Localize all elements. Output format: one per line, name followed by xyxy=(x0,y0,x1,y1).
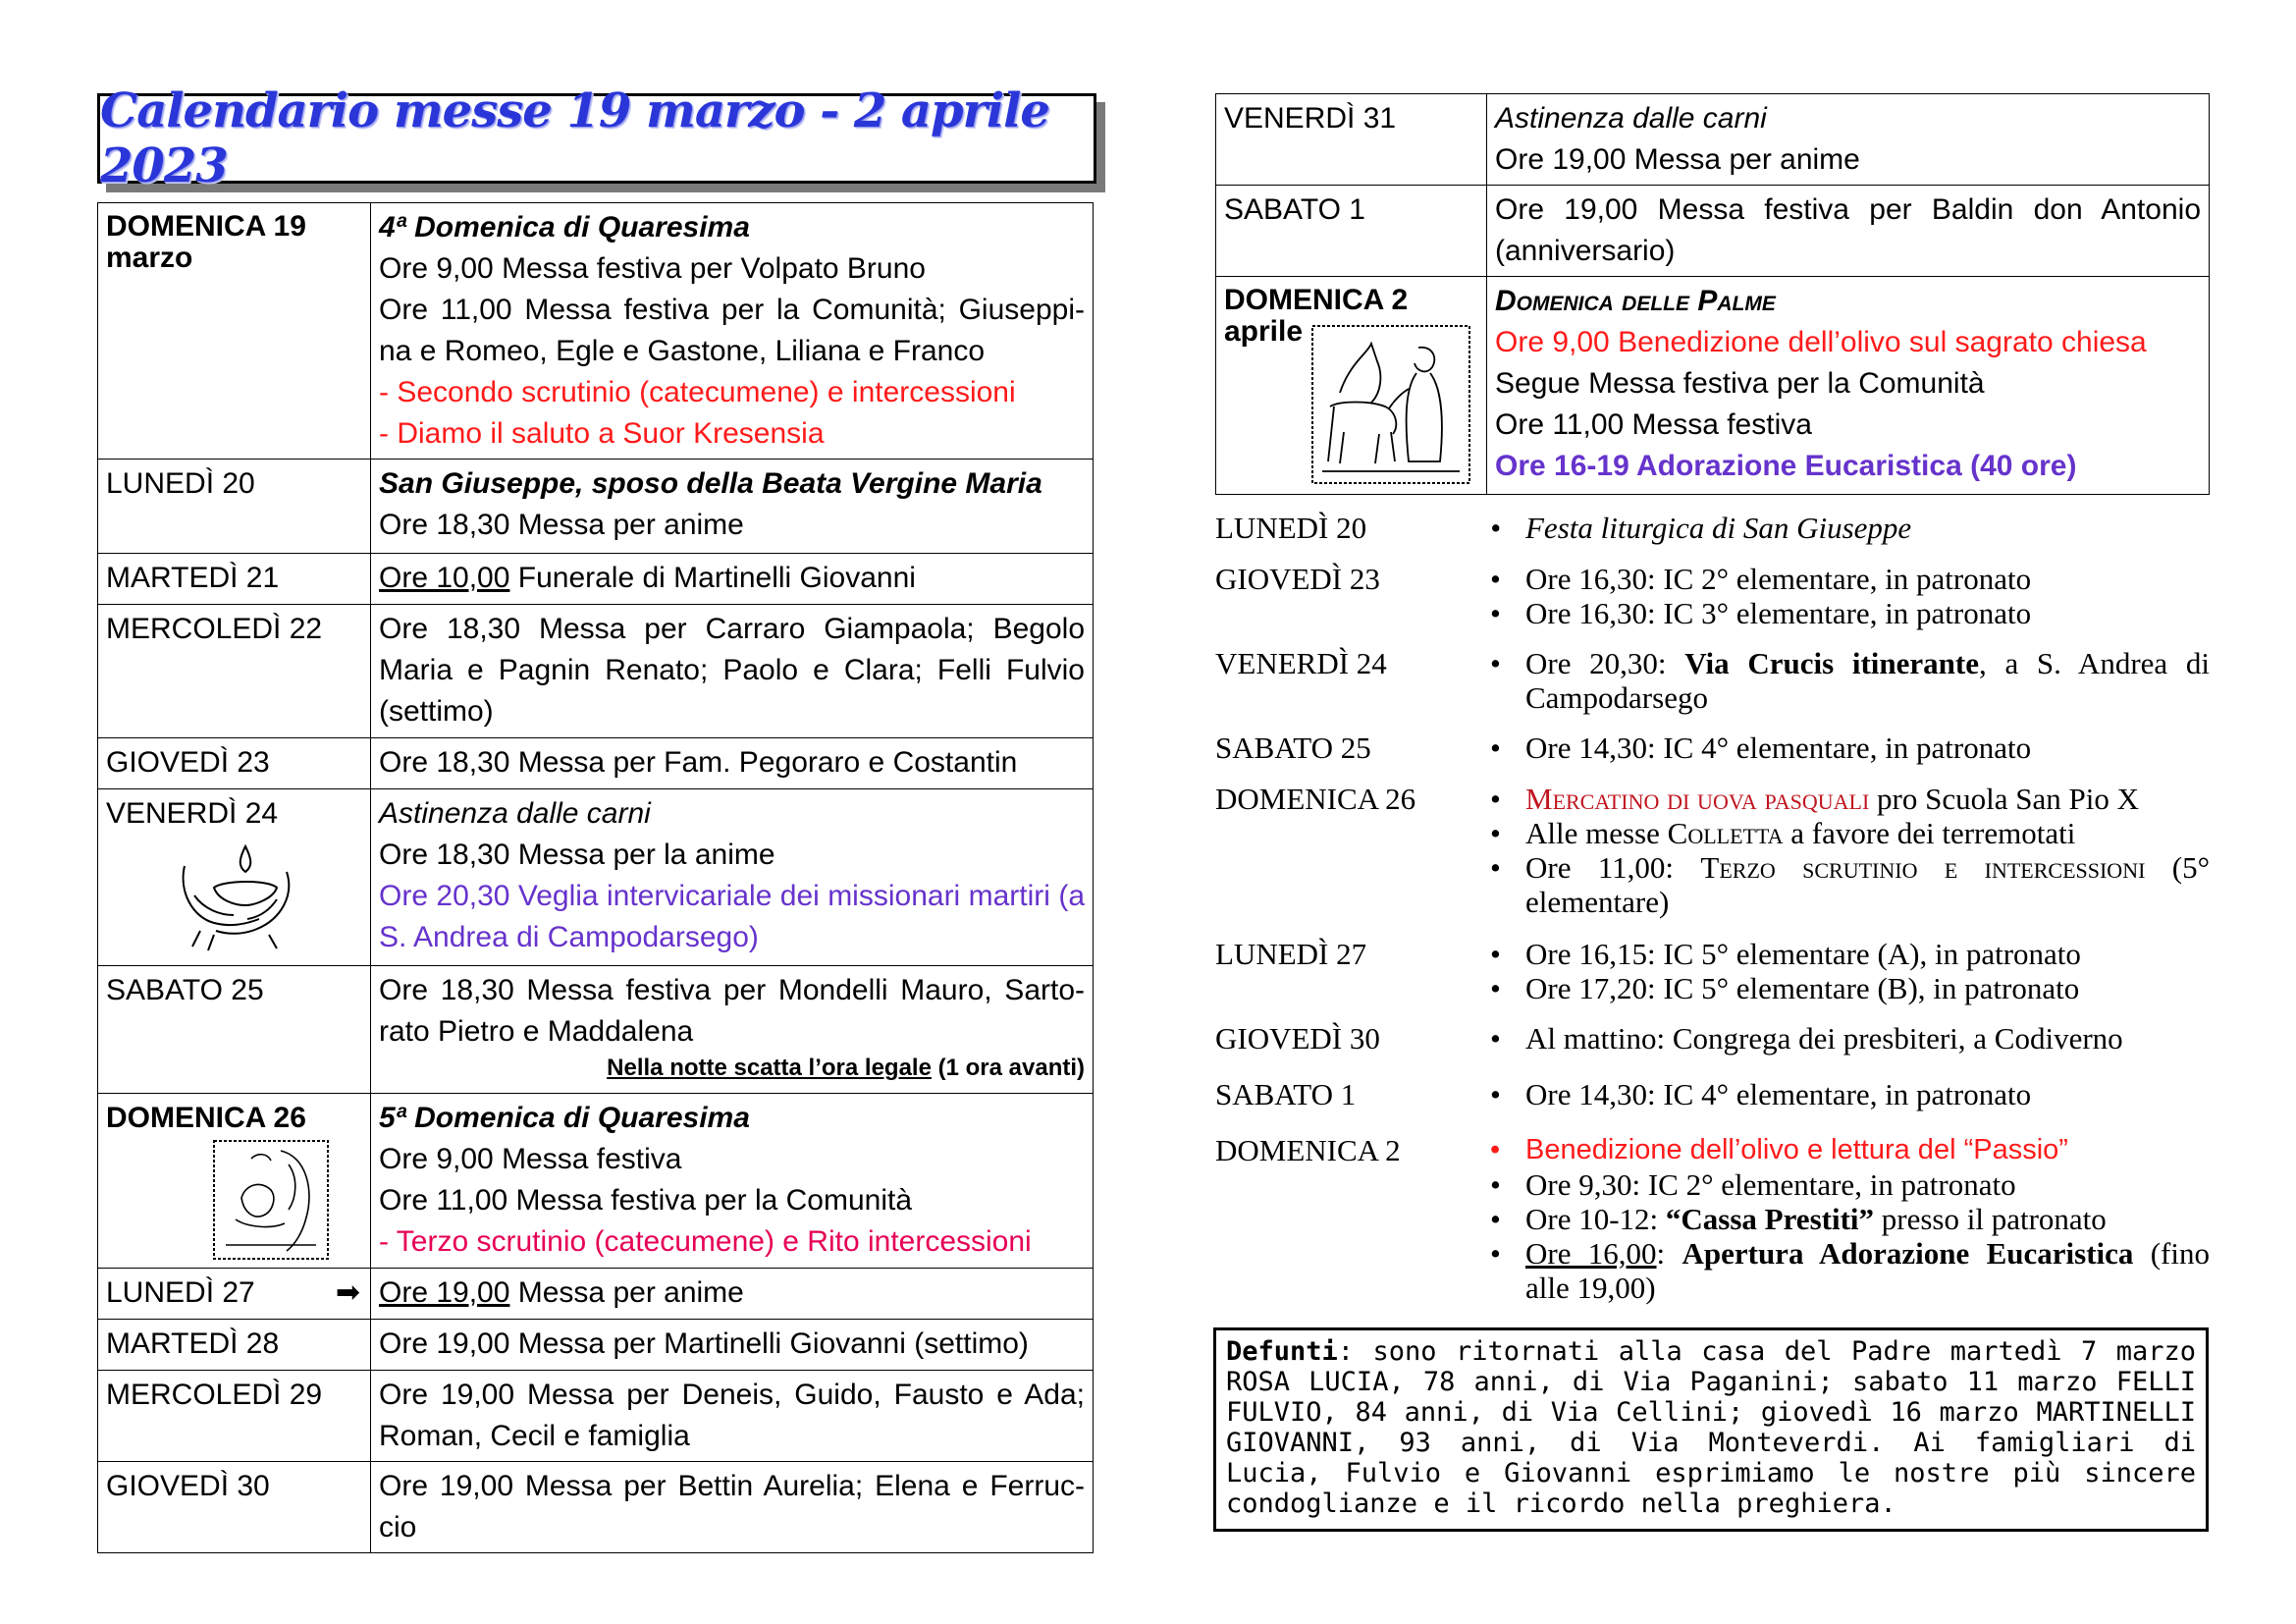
title-box xyxy=(97,83,1096,193)
notice-text: : sono ritornati alla casa del Padre martedì 7 marzo ROSA LUCIA, 78 anni, di Via Paganini; sabato 11 marzo FELLI FULVIO, 84 anni, di Via Cellini; giovedì 16 marzo MARTINELLI GIOVANNI, 93 anni, di Via Monteverdi. Ai famigliari di Lucia, Fulvio e Giovanni esprimiamo le nostre più sincere condoglianze e il ricordo nella preghiera. xyxy=(1226,1336,2196,1519)
liturgy-title: Domenica delle Palme xyxy=(1495,285,1776,317)
list-item xyxy=(1490,646,2210,715)
events-day-label: DOMENICA 26 xyxy=(1215,782,1416,816)
details-cell xyxy=(1487,277,2210,495)
event-text: pro Scuola San Pio X xyxy=(1869,782,2139,816)
details-cell xyxy=(371,460,1094,554)
abstinence-note: Astinenza dalle carni xyxy=(379,797,651,830)
day-label: MERCOLEDÌ 22 xyxy=(106,613,323,645)
list-item: • Festa liturgica di San Giuseppe xyxy=(1490,511,2210,545)
table-row xyxy=(98,1371,1094,1462)
details-cell xyxy=(371,789,1094,966)
mass-line: Ore 11,00 Messa festiva per la Comunità xyxy=(379,1184,913,1217)
day-sublabel: marzo xyxy=(106,242,193,274)
mass-time: Ore 10,00 xyxy=(379,562,510,594)
event-note: Ore 20,30 Veglia intervicariale dei missionari martiri (a S. Andrea di Campodarsego) xyxy=(379,880,1085,953)
day-cell xyxy=(98,460,371,554)
note-tail: (1 ora avanti) xyxy=(931,1055,1085,1081)
day-cell xyxy=(98,789,371,966)
palm-sunday-illustration xyxy=(1310,324,1471,485)
events-day-label: LUNEDÌ 27 xyxy=(1215,937,1367,971)
events-list xyxy=(1490,782,2210,919)
list-item: • Ore 16,30: IC 2° elementare, in patronato xyxy=(1490,562,2210,596)
events-list xyxy=(1490,562,2210,630)
details-cell xyxy=(371,605,1094,738)
list-item xyxy=(1490,816,2210,850)
mass-line: Ore 18,30 Messa per la anime xyxy=(379,839,775,871)
mass-line: Ore 11,00 Messa festiva xyxy=(1495,408,1812,441)
day-cell xyxy=(1216,277,1487,495)
mass-time: Ore 19,00 xyxy=(379,1276,510,1309)
event-text: Alle messe xyxy=(1525,816,1668,850)
list-item xyxy=(1490,1236,2210,1305)
events-day-label: GIOVEDÌ 30 xyxy=(1215,1021,1380,1056)
day-label: LUNEDÌ 27 xyxy=(106,1276,255,1309)
event-note: Ore 9,00 Benedizione dell’olivo sul sagrato chiesa xyxy=(1495,326,2147,358)
day-label: LUNEDÌ 20 xyxy=(106,467,255,500)
liturgy-title: 4ª Domenica di Quaresima xyxy=(379,211,750,244)
day-cell xyxy=(98,203,371,460)
events-list xyxy=(1490,511,2210,545)
details-cell xyxy=(371,1462,1094,1553)
day-sublabel: aprile xyxy=(1224,315,1304,348)
events-day-label: SABATO 25 xyxy=(1215,731,1371,765)
abstinence-note: Astinenza dalle carni xyxy=(1495,102,1767,135)
arrow-right-icon: ➡ xyxy=(335,1276,360,1309)
right-schedule-table xyxy=(1215,93,2210,495)
day-cell xyxy=(1216,94,1487,186)
details-cell xyxy=(371,1269,1094,1320)
table-row xyxy=(98,966,1094,1094)
table-row xyxy=(98,203,1094,460)
table-row xyxy=(1216,277,2210,495)
mass-line: Messa per anime xyxy=(509,1276,744,1309)
mass-line: Ore 18,30 Messa per Carraro Giampaola; Begolo Maria e Pagnin Renato; Paolo e Clara; Felli Fulvio (settimo) xyxy=(379,613,1085,728)
event-time: Ore 10-12: xyxy=(1525,1202,1666,1236)
event-note: - Terzo scrutinio (catecumene) e Rito intercessioni xyxy=(379,1225,1032,1258)
left-schedule-table xyxy=(97,202,1094,1553)
day-label: VENERDÌ 24 xyxy=(106,797,279,830)
mass-line: Ore 19,00 Messa festiva per Baldin don Antonio (anniversario) xyxy=(1495,193,2201,267)
event-text: a favore dei terremotati xyxy=(1783,816,2076,850)
day-label: MARTEDÌ 21 xyxy=(106,562,280,594)
events-day-label: VENERDÌ 24 xyxy=(1215,646,1387,680)
day-label: DOMENICA 19 xyxy=(106,210,306,243)
event-highlight: “Cassa Prestiti” xyxy=(1665,1202,1875,1236)
events-list xyxy=(1490,646,2210,715)
list-item: • Ore 16,15: IC 5° elementare (A), in patronato xyxy=(1490,937,2210,971)
obituary-notice xyxy=(1213,1327,2209,1532)
list-item xyxy=(1490,782,2210,816)
mass-line: Ore 19,00 Messa per anime xyxy=(1495,143,1860,176)
mass-line: Ore 11,00 Messa festiva per la Comunità; Giuseppi- xyxy=(379,294,1085,326)
table-row xyxy=(98,554,1094,605)
event-text: presso il patronato xyxy=(1874,1202,2107,1236)
event-note: Ore 16-19 Adorazione Eucaristica (40 ore) xyxy=(1495,450,2077,482)
events-list xyxy=(1490,937,2210,1005)
event-time: Ore 16,00 xyxy=(1525,1236,1657,1271)
day-cell xyxy=(98,1269,371,1320)
candle-hands-illustration xyxy=(175,837,296,954)
events-day-label: DOMENICA 2 xyxy=(1215,1133,1401,1167)
table-row xyxy=(98,789,1094,966)
day-cell xyxy=(98,738,371,789)
event-highlight: Apertura Adorazione Eucaristica xyxy=(1682,1236,2134,1271)
table-row xyxy=(98,605,1094,738)
day-cell xyxy=(98,1462,371,1553)
details-cell xyxy=(371,554,1094,605)
event-text: : xyxy=(1656,1236,1682,1271)
page-title: Calendario messe 19 marzo - 2 aprile 2023 xyxy=(100,83,1049,193)
day-label: VENERDÌ 31 xyxy=(1224,102,1397,135)
details-cell xyxy=(371,738,1094,789)
event-highlight: Colletta xyxy=(1667,816,1784,850)
mass-line: Ore 19,00 Messa per Bettin Aurelia; Elena e Ferruc-cio xyxy=(379,1470,1085,1543)
list-item: • Ore 17,20: IC 5° elementare (B), in patronato xyxy=(1490,971,2210,1005)
event-text: , a S. Andrea di Campodarsego xyxy=(1525,646,2210,715)
liturgy-title: San Giuseppe, sposo della Beata Vergine Maria xyxy=(379,467,1042,500)
list-item xyxy=(1490,1202,2210,1236)
event-highlight: Via Crucis itinerante xyxy=(1684,646,1979,680)
events-list xyxy=(1490,1133,2210,1305)
table-row xyxy=(98,738,1094,789)
mass-line: na e Romeo, Egle e Gastone, Liliana e Franco xyxy=(379,335,986,367)
lazarus-illustration xyxy=(212,1139,330,1261)
table-row xyxy=(98,1094,1094,1269)
day-cell xyxy=(98,554,371,605)
details-cell xyxy=(1487,186,2210,277)
events-day-label: GIOVEDÌ 23 xyxy=(1215,562,1380,596)
table-row xyxy=(98,1320,1094,1371)
mass-line: Ore 19,00 Messa per Martinelli Giovanni (settimo) xyxy=(379,1327,1029,1360)
table-row xyxy=(1216,186,2210,277)
details-cell xyxy=(371,1371,1094,1462)
table-row xyxy=(98,460,1094,554)
liturgy-title: 5ª Domenica di Quaresima xyxy=(379,1102,750,1134)
event-note: - Diamo il saluto a Suor Kresensia xyxy=(379,417,825,450)
mass-line: Segue Messa festiva per la Comunità xyxy=(1495,367,1985,400)
day-cell xyxy=(98,1320,371,1371)
event-time: Ore 20,30: xyxy=(1525,646,1685,680)
mass-line: Ore 18,30 Messa per anime xyxy=(379,509,744,541)
day-cell xyxy=(98,966,371,1094)
mass-line: Ore 19,00 Messa per Deneis, Guido, Fausto e Ada; Roman, Cecil e famiglia xyxy=(379,1379,1085,1452)
table-row xyxy=(1216,94,2210,186)
list-item: • Ore 16,30: IC 3° elementare, in patronato xyxy=(1490,596,2210,630)
list-item: • Ore 14,30: IC 4° elementare, in patronato xyxy=(1490,731,2210,765)
details-cell xyxy=(371,1094,1094,1269)
details-cell xyxy=(371,203,1094,460)
day-cell xyxy=(98,605,371,738)
mass-line: Ore 18,30 Messa festiva per Mondelli Mauro, Sarto-rato Pietro e Maddalena xyxy=(379,974,1085,1048)
details-cell xyxy=(371,966,1094,1094)
details-cell xyxy=(371,1320,1094,1371)
table-row xyxy=(98,1269,1094,1320)
day-label: SABATO 1 xyxy=(1224,193,1365,226)
events-list xyxy=(1490,1077,2210,1111)
details-cell xyxy=(1487,94,2210,186)
event-time: Ore 11,00: xyxy=(1525,850,1701,885)
table-row xyxy=(98,1462,1094,1553)
mass-line: Ore 9,00 Messa festiva xyxy=(379,1143,682,1175)
events-list xyxy=(1490,1021,2210,1056)
daylight-saving-note xyxy=(379,1053,1085,1084)
day-cell xyxy=(1216,186,1487,277)
list-item: • Ore 9,30: IC 2° elementare, in patronato xyxy=(1490,1167,2210,1202)
mass-line: Ore 18,30 Messa per Fam. Pegoraro e Costantin xyxy=(379,746,1018,779)
events-list xyxy=(1490,731,2210,765)
event-highlight: Terzo scrutinio e intercessioni xyxy=(1700,850,2146,885)
event-highlight: Mercatino di uova pasquali xyxy=(1525,782,1870,816)
day-label: MERCOLEDÌ 29 xyxy=(106,1379,323,1411)
day-label: GIOVEDÌ 23 xyxy=(106,746,270,779)
mass-line: Funerale di Martinelli Giovanni xyxy=(509,562,916,594)
events-day-label: SABATO 1 xyxy=(1215,1077,1357,1111)
mass-line: Ore 9,00 Messa festiva per Volpato Bruno xyxy=(379,252,926,285)
day-cell xyxy=(98,1371,371,1462)
events-day-label: LUNEDÌ 20 xyxy=(1215,511,1367,545)
day-label: GIOVEDÌ 30 xyxy=(106,1470,270,1502)
day-label: DOMENICA 2 xyxy=(1224,284,1409,316)
day-cell xyxy=(98,1094,371,1269)
list-item: • Ore 14,30: IC 4° elementare, in patronato xyxy=(1490,1077,2210,1111)
notice-label: Defunti xyxy=(1226,1336,1338,1367)
day-label: MARTEDÌ 28 xyxy=(106,1327,280,1360)
list-item: • Al mattino: Congrega dei presbiteri, a Codiverno xyxy=(1490,1021,2210,1056)
day-label: SABATO 25 xyxy=(106,974,264,1006)
list-item: • Benedizione dell’olivo e lettura del “Passio” xyxy=(1490,1133,2210,1167)
note-underlined: Nella notte scatta l’ora legale xyxy=(607,1055,932,1081)
list-item xyxy=(1490,850,2210,919)
event-text: (5° elementare) xyxy=(1525,850,2210,919)
event-text: (fino alle 19,00) xyxy=(1525,1236,2210,1305)
event-note: - Secondo scrutinio (catecumene) e intercessioni xyxy=(379,376,1016,408)
day-label: DOMENICA 26 xyxy=(106,1102,306,1134)
